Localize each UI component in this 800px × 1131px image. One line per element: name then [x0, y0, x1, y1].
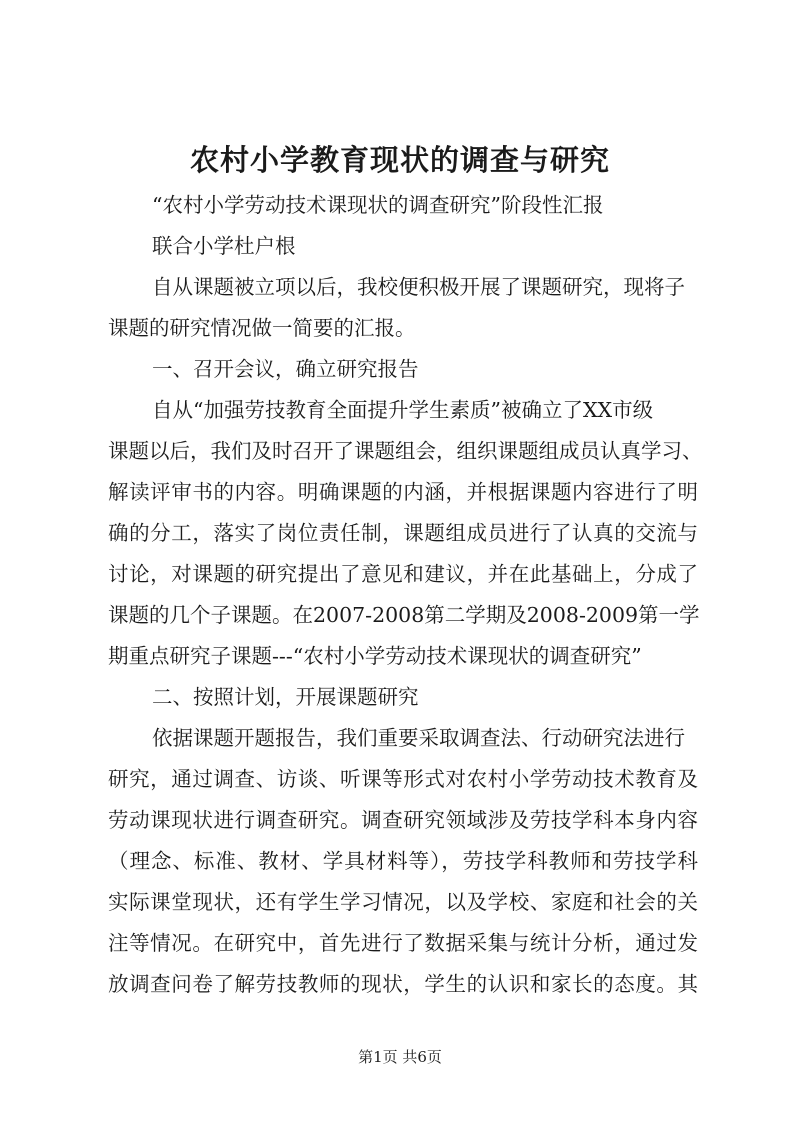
paragraph-line: 解读评审书的内容。明确课题的内涵，并根据课题内容进行了明: [108, 480, 698, 504]
paragraph-line: （理念、标准、教材、学具材料等），劳技学科教师和劳技学科: [108, 849, 698, 873]
paragraph-line: 劳动课现状进行调查研究。调查研究领域涉及劳技学科本身内容: [108, 808, 698, 832]
paragraph-line: 课题的研究情况做一简要的汇报。: [108, 316, 416, 340]
section-heading: 一、召开会议，确立研究报告: [152, 357, 419, 381]
subtitle-line: “农村小学劳动技术课现状的调查研究”阶段性汇报: [152, 193, 604, 217]
paragraph-line: 自从课题被立项以后，我校便积极开展了课题研究，现将子: [152, 275, 685, 299]
paragraph-line: 课题以后，我们及时召开了课题组会，组织课题组成员认真学习、: [108, 439, 703, 463]
author-line: 联合小学杜户根: [152, 234, 296, 258]
paragraph-line: 课题的几个子课题。在2007-2008第二学期及2008-2009第一学: [108, 603, 700, 627]
paragraph-line: 实际课堂现状，还有学生学习情况，以及学校、家庭和社会的关: [108, 890, 698, 914]
paragraph-line: 确的分工，落实了岗位责任制，课题组成员进行了认真的交流与: [108, 521, 698, 545]
paragraph-line: 放调查问卷了解劳技教师的现状，学生的认识和家长的态度。其: [108, 972, 698, 996]
paragraph-line: 依据课题开题报告，我们重要采取调查法、行动研究法进行: [152, 726, 685, 750]
paragraph-line: 注等情况。在研究中，首先进行了数据采集与统计分析，通过发: [108, 931, 698, 955]
document-title: 农村小学教育现状的调查与研究: [189, 143, 610, 177]
section-heading: 二、按照计划，开展课题研究: [152, 685, 419, 709]
paragraph-line: 自从“加强劳技教育全面提升学生素质”被确立了XX市级: [152, 398, 654, 422]
paragraph-line: 讨论，对课题的研究提出了意见和建议，并在此基础上，分成了: [108, 562, 698, 586]
page-footer: 第1页 共6页: [358, 1048, 442, 1066]
paragraph-line: 期重点研究子课题---“农村小学劳动技术课现状的调查研究”: [108, 644, 642, 668]
paragraph-line: 研究，通过调查、访谈、听课等形式对农村小学劳动技术教育及: [108, 767, 698, 791]
